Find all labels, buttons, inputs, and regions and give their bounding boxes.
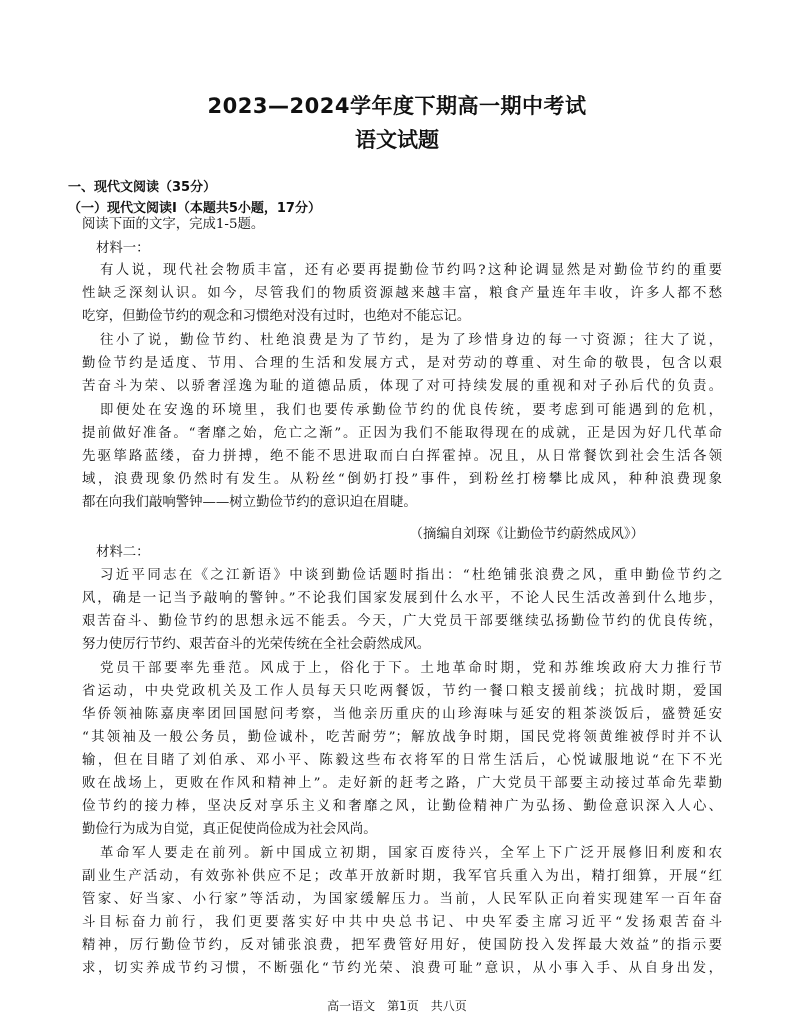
material1-label: 材料一： [96,241,150,256]
paragraph-line: 吃穿，但勤俭节约的观念和习惯绝对没有过时，也绝对不能忘记。 [82,309,471,324]
paragraph-line: 革命军人要走在前列。新中国成立初期，国家百废待兴，全军上下广泛开展修旧利废和农 [100,846,722,861]
paragraph-line: 往小了说，勤俭节约、杜绝浪费是为了节约，是为了珍惜身边的每一寸资源；往大了说， [100,333,722,348]
material2-label: 材料二： [96,545,150,560]
paragraph-line: 精神，厉行勤俭节约，反对铺张浪费，把军费管好用好，使国防投入发挥最大效益”的指示要 [82,938,722,953]
paragraph-line: 党员干部要率先垂范。风成于上，俗化于下。土地革命时期，党和苏维埃政府大力推行节 [100,661,722,676]
paragraph-line: 华侨领袖陈嘉庚率团回国慰问考察，当他亲历重庆的山珍海味与延安的粗茶淡饭后，盛赞延安 [82,707,722,722]
section-heading: 一、现代文阅读（35分） [68,180,217,195]
paragraph-line: 管家、好当家、小行家”等活动，为国家缓解压力。当前，人民军队正向着实现建军一百年奋 [82,892,722,907]
paragraph-line: 域，浪费现象仍然时有发生。从粉丝“倒奶打投”事件，到粉丝打榜攀比成风，种种浪费现象 [82,472,722,487]
paragraph-line: 即便处在安逸的环境里，我们也要传承勤俭节约的优良传统，要考虑到可能遇到的危机， [100,403,722,418]
exam-subtitle: 语文试题 [355,128,439,152]
material1-source: （摘编自刘琛《让勤俭节约蔚然成风》） [409,527,644,542]
paragraph-line: 勤俭行为成为自觉，真正促使尚俭成为社会风尚。 [82,822,377,837]
paragraph-line: 苦奋斗为荣、以骄奢淫逸为耻的道德品质，体现了对可持续发展的重视和对子孙后代的负责。 [82,379,722,394]
paragraph-line: 输，但在目睹了刘伯承、邓小平、陈毅这些布衣将军的日常生活后，心悦诚服地说“在下不光 [82,753,722,768]
paragraph-line: 风，确是一记当予敲响的警钟。”不论我们国家发展到什么水平，不论人民生活改善到什么地步， [82,591,722,606]
paragraph-line: 都在向我们敲响警钟——树立勤俭节约的意识迫在眉睫。 [82,495,417,510]
paragraph-line: 性缺乏深刻认识。如今，尽管我们的物质资源越来越丰富，粮食产量连年丰收，许多人都不愁 [82,286,722,301]
paragraph-line: 求，切实养成节约习惯，不断强化“节约光荣、浪费可耻”意识，从小事入手、从自身出发， [82,961,722,976]
sub-section-heading: （一）现代文阅读Ⅰ（本题共5小题，17分） [68,201,321,216]
exam-title: 2023—2024学年度下期高一期中考试 [207,94,587,118]
paragraph-line: 习近平同志在《之江新语》中谈到勤俭话题时指出：“杜绝铺张浪费之风，重申勤俭节约之 [100,568,722,583]
paragraph-line: 省运动，中央党政机关及工作人员每天只吃两餐饭，节约一餐口粮支援前线；抗战时期，爱国 [82,684,722,699]
paragraph-line: 斗目标奋力前行，我们更要落实好中共中央总书记、中央军委主席习近平“发扬艰苦奋斗 [82,915,722,930]
paragraph-line: 俭节约的接力棒，坚决反对享乐主义和奢靡之风，让勤俭精神广为弘扬、勤俭意识深入人心、 [82,799,722,814]
instruction-text: 阅读下面的文字，完成1-5题。 [82,217,265,232]
paragraph-line: 败在战场上，更败在作风和精神上”。走好新的赶考之路，广大党员干部要主动接过革命先辈勤 [82,776,722,791]
paragraph-line: 提前做好准备。“奢靡之始，危亡之渐”。正因为我们不能取得现在的成就，正是因为好几代革命 [82,426,722,441]
paragraph-line: 先驱筚路蓝缕，奋力拼搏，绝不能不思进取而白白挥霍掉。况且，从日常餐饮到社会生活各领 [82,449,722,464]
paragraph-line: 有人说，现代社会物质丰富，还有必要再提勤俭节约吗?这种论调显然是对勤俭节约的重要 [100,263,722,278]
paragraph-line: 勤俭节约是适度、节用、合理的生活和发展方式，是对劳动的尊重、对生命的敬畏，包含以艰 [82,356,722,371]
paragraph-line: 艰苦奋斗、勤俭节约的思想永远不能丢。今天，广大党员干部要继续弘扬勤俭节约的优良传统， [82,614,722,629]
paragraph-line: 努力使厉行节约、艰苦奋斗的光荣传统在全社会蔚然成风。 [82,637,431,652]
paragraph-line: 副业生产活动，有效弥补供应不足；改革开放新时期，我军官兵重入为出，精打细算，开展“红 [82,869,722,884]
page-footer: 高一语文 第1页 共八页 [327,999,467,1013]
paragraph-line: “其领袖及一般公务员，勤俭诚朴，吃苦耐劳”；解放战争时期，国民党将领黄维被俘时并不认 [82,730,722,745]
